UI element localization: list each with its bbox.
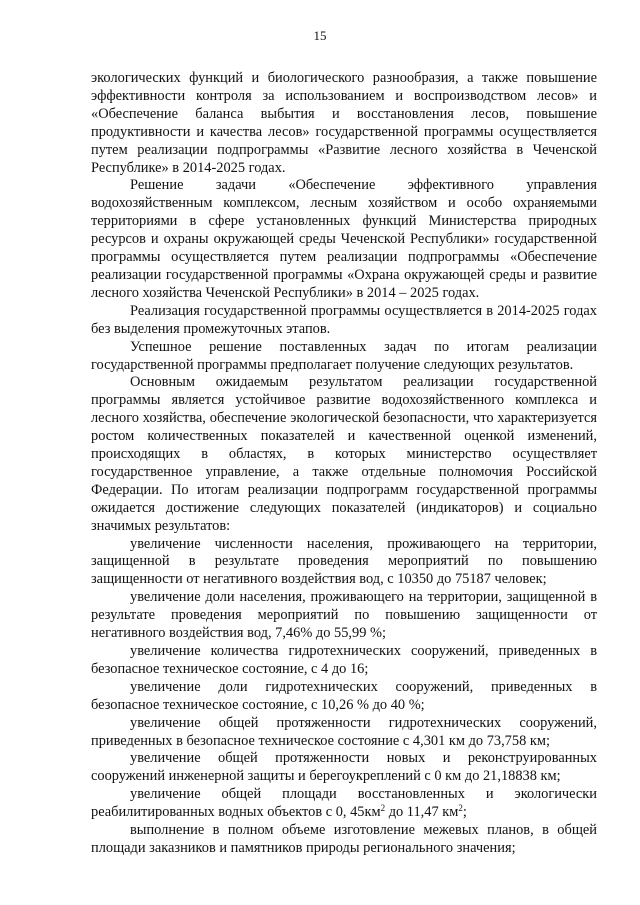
list-item-structures-count: увеличение количества гидротехнических сооружений, приведенных в безопасное техническое состояние, с 4 до 16; [91,643,597,677]
paragraph-main-result: Основным ожидаемым результатом реализации государственной программы является устойчивое развитие водохозяйственного комплекса и лесного хозяйства, обеспечение экологической безопасности, что характеризуется ростом количественных показателей и качественной оценкой изменений, происходящих в областях, в которых министерство осуществляет государственное управление, а также отдельные полномочия Российской Федерации. По итогам реализации подпрограмм государственной программы ожидается достижение следующих показателей (индикаторов) и социально значимых результатов: [91,374,597,534]
paragraph-task-management: Решение задачи «Обеспечение эффективного управления водохозяйственным комплексом, лесным хозяйством и особо охраняемыми территориями в сфере установленных функций Министерства природных ресурсов и охраны окружающей среды Чеченской Республики» государственной программы осуществляется путем реализации подпрограммы «Обеспечение реализации государственной программы «Охрана окружающей среды и развитие лесного хозяйства Чеченской Республики» в 2014 – 2025 годах. [91,177,597,301]
list-item-structures-share: увеличение доли гидротехнических сооружений, приведенных в безопасное техническое состояние, с 10,26 % до 40 %; [91,678,597,713]
paragraph-expected-results-intro: Успешное решение поставленных задач по итогам реализации государственной программы предполагает получение следующих результатов. [91,338,597,373]
paragraph-continuation: экологических функций и биологического разнообразия, а также повышение эффективности контроля за использованием и воспроизводством лесов» и «Обеспечение баланса выбытия и восстановления лесов, повышение продуктивности и качества лесов» государственной программы осуществляется путем реализации подпрограммы «Развитие лесного хозяйства в Чеченской Республике» в 2014-2025 годах. [91,70,597,176]
page-number: 15 [313,28,327,43]
list-item-population-count: увеличение численности населения, проживающего на территории, защищенной в результате проведения мероприятий по повышению защищенности от негативного воздействия вод, с 10350 до 75187 человек; [91,535,597,588]
water-bodies-text-after: ; [462,804,467,821]
document-body [91,70,597,858]
water-bodies-text-before: увеличение общей площади восстановленных и экологически реабилитированных водных объектов с 0, 45км [91,786,597,821]
list-item-boundary-plans: выполнение в полном объеме изготовление межевых планов, в общей площади заказников и памятников природы регионального значения; [91,822,597,856]
list-item-population-share: увеличение доли населения, проживающего на территории, защищенной в результате проведения мероприятий по повышению защищенности от негативного воздействия вод, 7,46% до 55,99 %; [91,589,597,642]
list-item-protection-length: увеличение общей протяженности новых и реконструированных сооружений инженерной защиты и берегоукреплений с 0 км до 21,18838 км; [91,750,597,785]
superscript-squared: 2 [380,803,386,814]
list-item-water-bodies-area [91,786,597,822]
superscript-squared: 2 [458,803,463,814]
paragraph-implementation-period: Реализация государственной программы осуществляется в 2014-2025 годах без выделения промежуточных этапов. [91,302,597,337]
water-bodies-text-middle: до 11,47 км [385,804,459,821]
list-item-structures-length: увеличение общей протяженности гидротехнических сооружений, приведенных в безопасное техническое состояние с 4,301 км до 73,758 км; [91,714,597,749]
